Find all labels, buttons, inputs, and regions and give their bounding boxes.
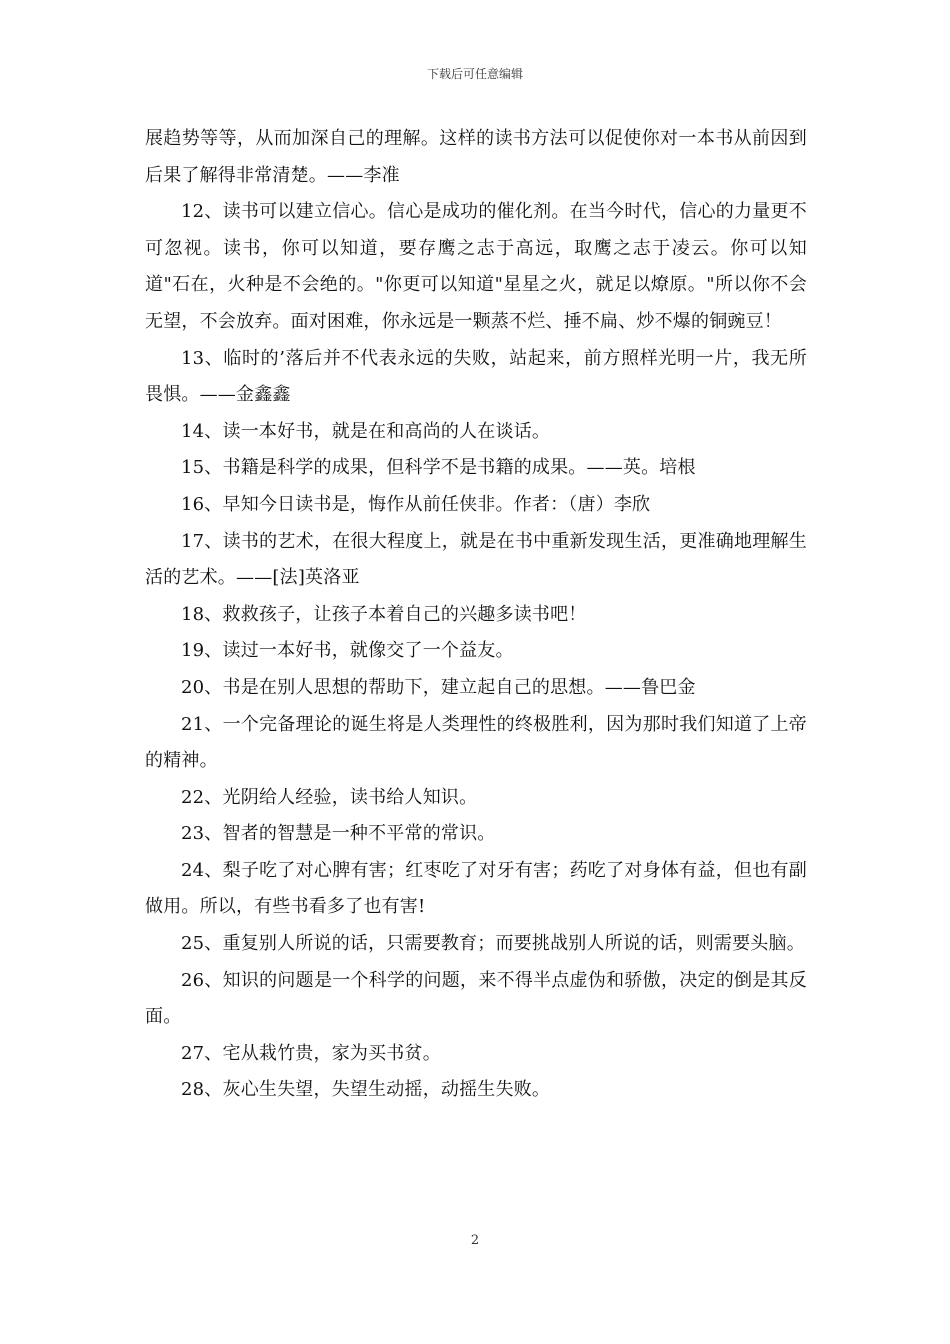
document-body (145, 121, 807, 1109)
page-number: 2 (470, 1233, 480, 1248)
paragraph: 22、光阴给人经验，读书给人知识。 (181, 786, 478, 808)
paragraph: 17、读书的艺术，在很大程度上，就是在书中重新发现生活，更准确地理解生活的艺术。——[法]英洛亚 (145, 530, 807, 589)
paragraph: 14、读一本好书，就是在和高尚的人在谈话。 (181, 420, 551, 442)
paragraph: 28、灰心生失望，失望生动摇，动摇生失败。 (181, 1079, 551, 1101)
paragraph: 25、重复别人所说的话，只需要教育；而要挑战别人所说的话，则需要头脑。 (181, 933, 805, 955)
paragraph: 26、知识的问题是一个科学的问题，来不得半点虚伪和骄傲，决定的倒是其反面。 (145, 969, 807, 1028)
paragraph: 展趋势等等，从而加深自己的理解。这样的读书方法可以促使你对一本书从前因到后果了解得非常清楚。——李准 (145, 128, 807, 186)
paragraph: 20、书是在别人思想的帮助下，建立起自己的思想。——鲁巴金 (181, 676, 696, 698)
paragraph: 27、宅从栽竹贵，家为买书贫。 (181, 1042, 441, 1064)
paragraph: 18、救救孩子，让孩子本着自己的兴趣多读书吧！ (181, 603, 587, 625)
paragraph: 24、梨子吃了对心脾有害；红枣吃了对牙有害；药吃了对身体有益，但也有副做用。所以，有些书看多了也有害! (145, 859, 807, 918)
paragraph: 15、书籍是科学的成果，但科学不是书籍的成果。——英。培根 (181, 457, 696, 479)
paragraph: 21、一个完备理论的诞生将是人类理性的终极胜利，因为那时我们知道了上帝的精神。 (145, 713, 807, 772)
page-header: 下载后可任意编辑 (426, 67, 523, 81)
paragraph: 19、读过一本好书，就像交了一个益友。 (181, 640, 514, 662)
paragraph: 12、读书可以建立信心。信心是成功的催化剂。在当今时代，信心的力量更不可忽视。读书，你可以知道，要存鹰之志于高远，取鹰之志于凌云。你可以知道"石在，火种是不会绝的。"你更可以知道"星星之火，就足以燎原。"所以你不会无望，不会放弃。面对困难，你永远是一颗蒸不烂、捶不扁、炒不爆的铜豌豆！ (145, 201, 807, 332)
paragraph: 23、智者的智慧是一种不平常的常识。 (181, 823, 496, 845)
paragraph: 16、早知今日读书是，悔作从前任侠非。作者：（唐）李欣 (181, 493, 651, 515)
paragraph: 13、临时的’落后并不代表永远的失败，站起来，前方照样光明一片，我无所畏惧。——金鑫鑫 (145, 347, 807, 406)
